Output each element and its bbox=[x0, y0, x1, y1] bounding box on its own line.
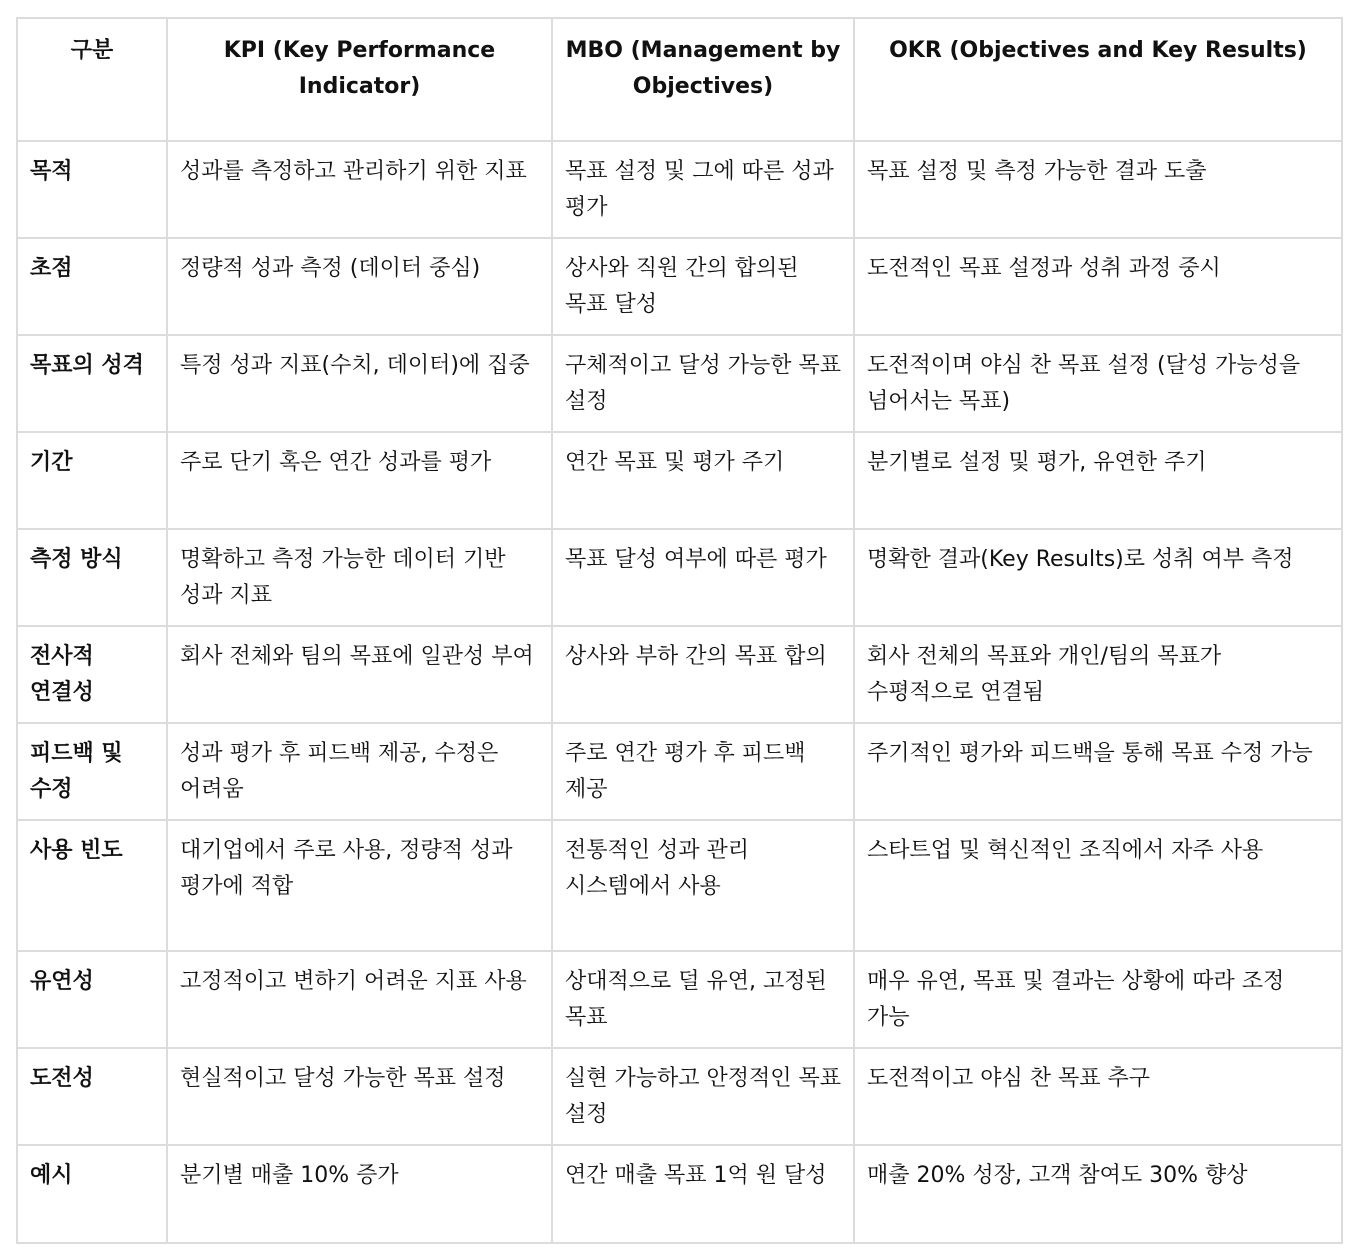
table-row bbox=[17, 432, 1342, 529]
row-label: 측정 방식 bbox=[17, 529, 167, 626]
kpi-cell: 회사 전체와 팀의 목표에 일관성 부여 bbox=[167, 626, 552, 723]
row-label: 사용 빈도 bbox=[17, 820, 167, 951]
row-label: 목적 bbox=[17, 141, 167, 238]
header-mbo: MBO (Management by Objectives) bbox=[552, 18, 854, 141]
okr-cell: 스타트업 및 혁신적인 조직에서 자주 사용 bbox=[854, 820, 1342, 951]
table-row bbox=[17, 626, 1342, 723]
table-row bbox=[17, 723, 1342, 820]
kpi-cell: 고정적이고 변하기 어려운 지표 사용 bbox=[167, 951, 552, 1048]
comparison-table bbox=[16, 17, 1343, 1244]
okr-cell: 도전적이고 야심 찬 목표 추구 bbox=[854, 1048, 1342, 1145]
row-label: 예시 bbox=[17, 1145, 167, 1243]
table-row bbox=[17, 529, 1342, 626]
kpi-cell: 현실적이고 달성 가능한 목표 설정 bbox=[167, 1048, 552, 1145]
okr-cell: 분기별로 설정 및 평가, 유연한 주기 bbox=[854, 432, 1342, 529]
kpi-cell: 분기별 매출 10% 증가 bbox=[167, 1145, 552, 1243]
row-label: 목표의 성격 bbox=[17, 335, 167, 432]
okr-cell: 회사 전체의 목표와 개인/팀의 목표가 수평적으로 연결됨 bbox=[854, 626, 1342, 723]
kpi-cell: 정량적 성과 측정 (데이터 중심) bbox=[167, 238, 552, 335]
okr-cell: 목표 설정 및 측정 가능한 결과 도출 bbox=[854, 141, 1342, 238]
row-label: 유연성 bbox=[17, 951, 167, 1048]
header-okr: OKR (Objectives and Key Results) bbox=[854, 18, 1342, 141]
table-row bbox=[17, 141, 1342, 238]
header-category: 구분 bbox=[17, 18, 167, 141]
kpi-cell: 명확하고 측정 가능한 데이터 기반 성과 지표 bbox=[167, 529, 552, 626]
kpi-cell: 주로 단기 혹은 연간 성과를 평가 bbox=[167, 432, 552, 529]
kpi-cell: 성과 평가 후 피드백 제공, 수정은 어려움 bbox=[167, 723, 552, 820]
mbo-cell: 상대적으로 덜 유연, 고정된 목표 bbox=[552, 951, 854, 1048]
okr-cell: 주기적인 평가와 피드백을 통해 목표 수정 가능 bbox=[854, 723, 1342, 820]
okr-cell: 도전적인 목표 설정과 성취 과정 중시 bbox=[854, 238, 1342, 335]
row-label: 초점 bbox=[17, 238, 167, 335]
row-label: 전사적 연결성 bbox=[17, 626, 167, 723]
okr-cell: 명확한 결과(Key Results)로 성취 여부 측정 bbox=[854, 529, 1342, 626]
table-row bbox=[17, 1145, 1342, 1243]
comparison-table-container bbox=[16, 17, 1343, 1244]
table-row bbox=[17, 1048, 1342, 1145]
table-row bbox=[17, 951, 1342, 1048]
okr-cell: 매출 20% 성장, 고객 참여도 30% 향상 bbox=[854, 1145, 1342, 1243]
okr-cell: 도전적이며 야심 찬 목표 설정 (달성 가능성을 넘어서는 목표) bbox=[854, 335, 1342, 432]
mbo-cell: 상사와 직원 간의 합의된 목표 달성 bbox=[552, 238, 854, 335]
table-row bbox=[17, 335, 1342, 432]
kpi-cell: 성과를 측정하고 관리하기 위한 지표 bbox=[167, 141, 552, 238]
mbo-cell: 연간 목표 및 평가 주기 bbox=[552, 432, 854, 529]
mbo-cell: 상사와 부하 간의 목표 합의 bbox=[552, 626, 854, 723]
mbo-cell: 구체적이고 달성 가능한 목표 설정 bbox=[552, 335, 854, 432]
row-label: 도전성 bbox=[17, 1048, 167, 1145]
okr-cell: 매우 유연, 목표 및 결과는 상황에 따라 조정 가능 bbox=[854, 951, 1342, 1048]
mbo-cell: 주로 연간 평가 후 피드백 제공 bbox=[552, 723, 854, 820]
mbo-cell: 목표 설정 및 그에 따른 성과 평가 bbox=[552, 141, 854, 238]
header-kpi: KPI (Key Performance Indicator) bbox=[167, 18, 552, 141]
mbo-cell: 실현 가능하고 안정적인 목표 설정 bbox=[552, 1048, 854, 1145]
table-header-row bbox=[17, 18, 1342, 141]
kpi-cell: 대기업에서 주로 사용, 정량적 성과 평가에 적합 bbox=[167, 820, 552, 951]
kpi-cell: 특정 성과 지표(수치, 데이터)에 집중 bbox=[167, 335, 552, 432]
mbo-cell: 연간 매출 목표 1억 원 달성 bbox=[552, 1145, 854, 1243]
table-row bbox=[17, 820, 1342, 951]
mbo-cell: 목표 달성 여부에 따른 평가 bbox=[552, 529, 854, 626]
row-label: 기간 bbox=[17, 432, 167, 529]
table-row bbox=[17, 238, 1342, 335]
mbo-cell: 전통적인 성과 관리 시스템에서 사용 bbox=[552, 820, 854, 951]
row-label: 피드백 및 수정 bbox=[17, 723, 167, 820]
